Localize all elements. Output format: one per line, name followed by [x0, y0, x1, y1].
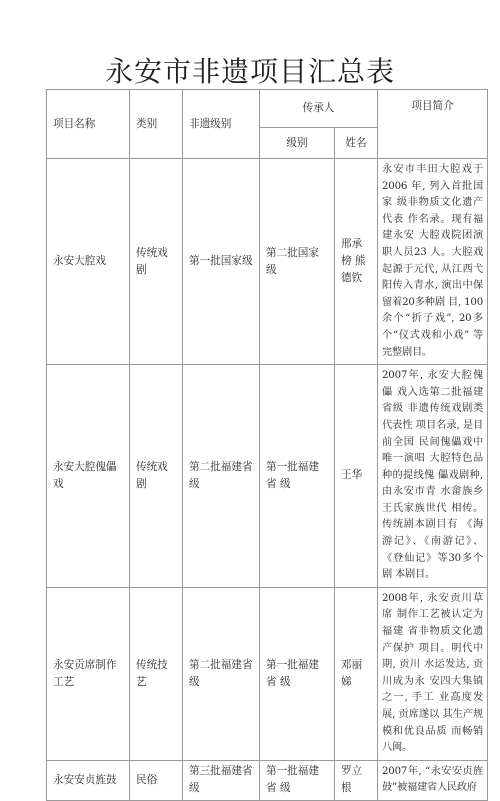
cell-inheritor-name: 罗立根	[335, 760, 378, 800]
cell-inheritor-level: 第一批福建省 级	[260, 587, 335, 760]
header-inheritor-name: 姓名	[335, 128, 378, 159]
header-inheritor: 传承人	[260, 90, 378, 128]
header-intro: 项目简介	[378, 90, 488, 159]
cell-inheritor-name: 邓丽娣	[335, 587, 378, 760]
cell-level: 第一批国家级	[183, 159, 260, 365]
table-row	[47, 159, 488, 365]
cell-inheritor-name: 邢承榜 熊德钦	[335, 159, 378, 365]
cell-inheritor-level: 第一批福建省 级	[260, 365, 335, 588]
cell-category: 传统戏剧	[130, 365, 183, 588]
cell-level: 第二批福建省 级	[183, 365, 260, 588]
cell-intro: 2008年, 永安贡川草席 制作工艺被认定为福建 省非物质文化遗产保护 项目。明代中期, 贡川 水运发达, 贡川成为永 安四大集镇之一, 手工 业高度发展, 贡席遂以 其生产规模和优良品质 而畅销八闽。	[378, 587, 488, 760]
header-row	[47, 90, 488, 128]
table-row	[47, 365, 488, 588]
cell-intro: 永安市丰田大腔戏于 2006 年, 列入首批国家 级非物质文化遗产代表 作名录。现有福建永安 大腔戏院团演职人员23 人。大腔戏起源于元代, 从江西弋阳传入青水, 演出中保留着20多种剧 目, 100余个“折子戏”, 20多个“仪式戏和小戏” 等完整剧目。	[378, 159, 488, 365]
cell-inheritor-level: 第一批福建省 级	[260, 760, 335, 800]
cell-level: 第三批福建省 级	[183, 760, 260, 800]
page-title: 永安市非遗项目汇总表	[104, 55, 395, 88]
cell-name: 永安大腔戏	[47, 159, 130, 365]
cell-intro: 2007年, 永安大腔傀儡 戏入选第二批福建省级 非遗传统戏剧类代表性 项目名录, 是目前全国 民间傀儡戏中唯一演唱 大腔特色品种的提线傀 儡戏剧种, 由永安市青 水畲族乡王氏家族世代 相传。传统剧本剧目有 《海游记》、《南游记》、 《登仙记》等30多个剧 本剧目。	[378, 365, 488, 588]
header-level: 非遗级别	[183, 90, 260, 159]
table-row	[47, 587, 488, 760]
header-name: 项目名称	[47, 90, 130, 159]
cell-category: 传统戏剧	[130, 159, 183, 365]
cell-name: 永安安贞旌鼓	[47, 760, 130, 800]
cell-name: 永安大腔傀儡戏	[47, 365, 130, 588]
cell-category: 民俗	[130, 760, 183, 800]
table-row	[47, 760, 488, 800]
cell-inheritor-name: 王华	[335, 365, 378, 588]
cell-level: 第二批福建省 级	[183, 587, 260, 760]
cell-intro: 2007年, “永安安贞旌鼓”被福建省人民政府	[378, 760, 488, 800]
cell-category: 传统技艺	[130, 587, 183, 760]
header-category: 类别	[130, 90, 183, 159]
header-inheritor-level: 级别	[260, 128, 335, 159]
cell-inheritor-level: 第二批国家级	[260, 159, 335, 365]
cell-name: 永安贡席制作工艺	[47, 587, 130, 760]
heritage-table	[46, 89, 488, 801]
